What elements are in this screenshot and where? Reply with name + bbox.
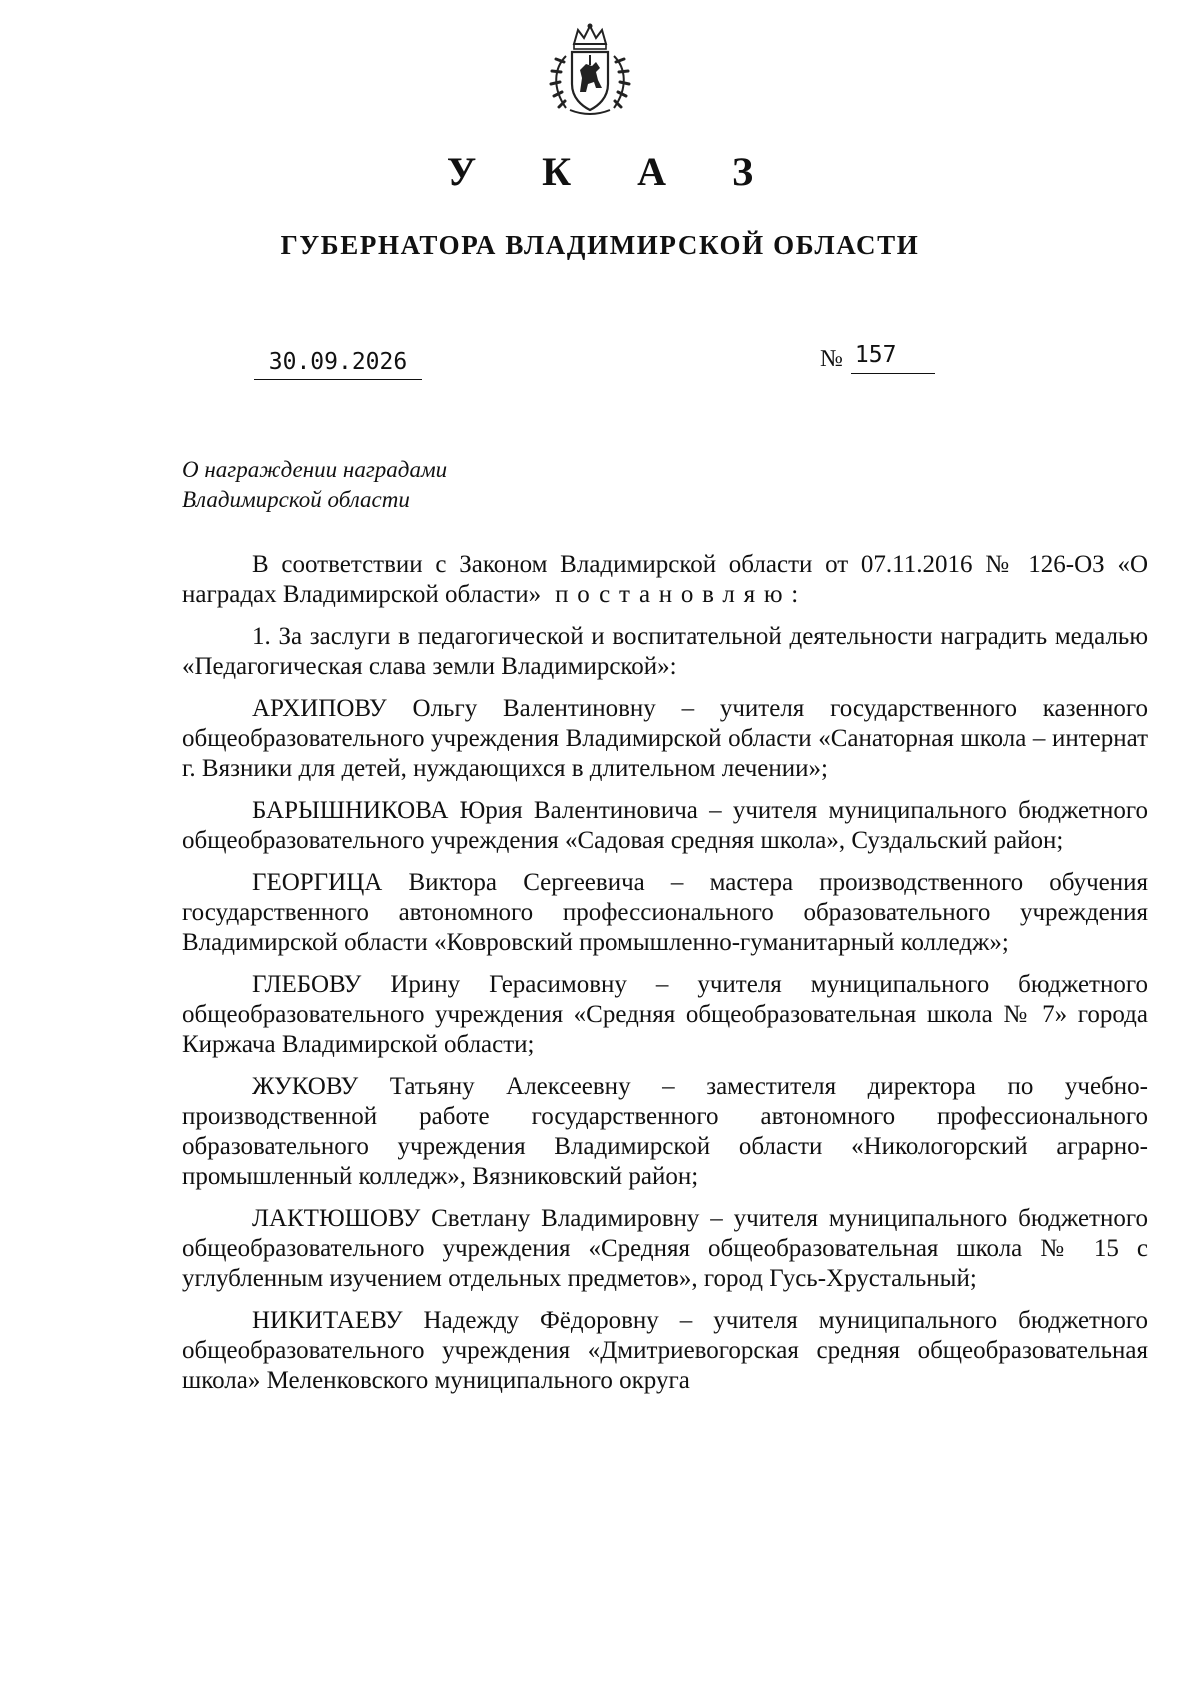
coat-of-arms-icon bbox=[544, 22, 636, 118]
item-1-paragraph: 1. За заслуги в педагогической и воспитательной деятельности наградить медалью «Педагогическая слава земли Владимирской»: bbox=[182, 623, 1148, 680]
awardee-paragraph bbox=[182, 1204, 1148, 1294]
document-subject bbox=[182, 455, 447, 515]
document-title: У К А З bbox=[446, 149, 782, 194]
document-number: 157 bbox=[854, 342, 897, 368]
date-field bbox=[254, 347, 422, 380]
awardee-paragraph bbox=[182, 1306, 1148, 1396]
awardee-paragraph bbox=[182, 1072, 1148, 1192]
awardee-name: БАРЫШНИКОВА Юрия Валентиновича bbox=[252, 797, 698, 824]
subject-line-2: Владимирской области bbox=[182, 487, 410, 512]
document-number-block bbox=[820, 340, 935, 374]
awardee-name: ЛАКТЮШОВУ Светлану Владимировну bbox=[252, 1205, 700, 1232]
number-field bbox=[851, 340, 935, 374]
document-body bbox=[182, 550, 1148, 1408]
number-sign: № bbox=[820, 346, 843, 372]
preamble-text: В соответствии с Законом Владимирской области от 07.11.2016 № 126-ОЗ «О наградах Владимирской области» bbox=[182, 551, 1148, 608]
awardee-name: ГЛЕБОВУ Ирину Герасимовну bbox=[252, 971, 627, 998]
awardee-details: – учителя государственного казенного общеобразовательного учреждения Владимирской области «Санаторная школа – интернат г. Вязники для детей, нуждающихся в длительном лечении»; bbox=[182, 695, 1148, 782]
subject-line-1: О награждении наградами bbox=[182, 457, 448, 482]
awardee-details: – учителя муниципального бюджетного общеобразовательного учреждения «Средняя общеобразовательная школа № 15 с углубленным изучением отдельных предметов», город Гусь-Хрустальный; bbox=[182, 1205, 1148, 1292]
awardee-paragraph bbox=[182, 796, 1148, 856]
document-subtitle: ГУБЕРНАТОРА ВЛАДИМИРСКОЙ ОБЛАСТИ bbox=[280, 230, 920, 260]
awardee-name: ГЕОРГИЦА Виктора Сергеевича bbox=[252, 869, 645, 896]
awardee-details: – заместителя директора по учебно-производственной работе государственного автономного профессионального образовательного учреждения Владимирской области «Никологорский аграрно-промышленный колледж», Вязниковский район; bbox=[182, 1073, 1148, 1190]
awardee-details: – учителя муниципального бюджетного общеобразовательного учреждения «Дмитриевогорская средняя общеобразовательная школа» Меленковского муниципального округа bbox=[182, 1307, 1148, 1394]
awardee-name: ЖУКОВУ Татьяну Алексеевну bbox=[252, 1073, 631, 1100]
awardee-details: – учителя муниципального бюджетного общеобразовательного учреждения «Средняя общеобразовательная школа № 7» города Киржача Владимирской области; bbox=[182, 971, 1148, 1058]
awardee-paragraph bbox=[182, 694, 1148, 784]
awardee-details: – учителя муниципального бюджетного общеобразовательного учреждения «Садовая средняя школа», Суздальский район; bbox=[182, 797, 1148, 854]
awardee-paragraph bbox=[182, 970, 1148, 1060]
awardee-paragraph bbox=[182, 868, 1148, 958]
awardee-name: НИКИТАЕВУ Надежду Фёдоровну bbox=[252, 1307, 659, 1334]
awardee-details: – мастера производственного обучения государственного автономного профессионального образовательного учреждения Владимирской области «Ковровский промышленно-гуманитарный колледж»; bbox=[182, 869, 1149, 956]
awardee-name: АРХИПОВУ Ольгу Валентиновну bbox=[252, 695, 656, 722]
document-date: 30.09.2026 bbox=[268, 349, 408, 375]
preamble-paragraph bbox=[182, 550, 1148, 610]
preamble-keyword: постановляю: bbox=[555, 581, 807, 608]
